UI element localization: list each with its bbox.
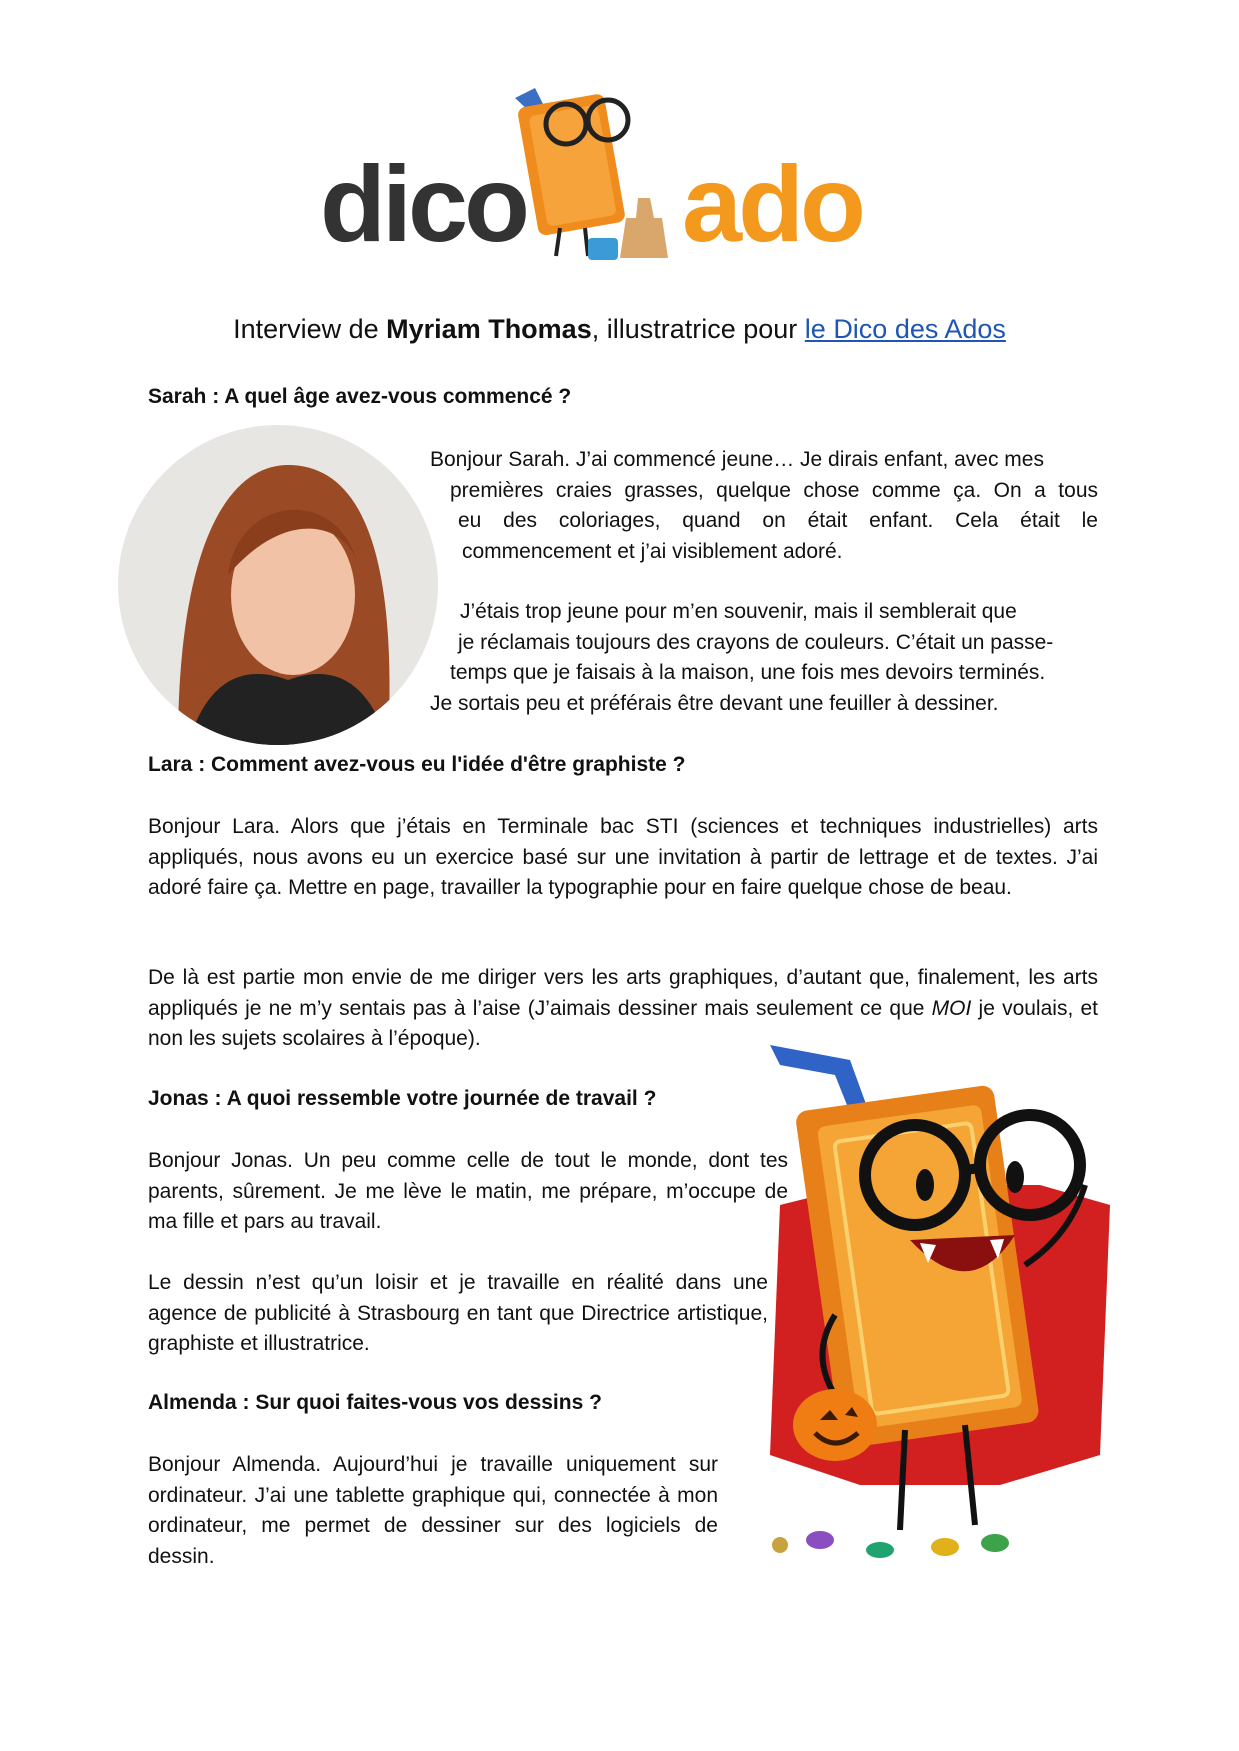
answer-text: je voulais, et non les sujets scolaires à l’époque). — [148, 996, 1098, 1050]
answer-emphasis: MOI — [931, 996, 972, 1020]
answer-jonas-2: Le dessin n’est qu’un loisir et je travaille en réalité dans une agence de publicité à Strasbourg en tant que Directrice artistique, graphiste et illustratrice. — [148, 1271, 768, 1355]
answer-sarah-1 — [430, 445, 1098, 567]
answer-line: Bonjour Sarah. J’ai commencé jeune… Je dirais enfant, avec mes — [430, 448, 1044, 471]
answer-line: J’étais trop jeune pour m’en souvenir, mais il semblerait que — [460, 600, 1017, 623]
answer-lara-1: Bonjour Lara. Alors que j’étais en Terminale bac STI (sciences et techniques industrielles) arts appliqués, nous avons eu un exercice basé sur une invitation à partir de lettrage et de textes. J’ai adoré faire ça. Mettre en page, travailler la typographie pour en faire quelque chose de beau. — [148, 815, 1098, 899]
answer-sarah-2 — [430, 597, 1098, 719]
answer-line: temps que je faisais à la maison, une fois mes devoirs terminés. — [450, 661, 1046, 684]
question-lara: Lara : Comment avez-vous eu l'idée d'être graphiste ? — [148, 753, 686, 776]
vampire-book-mascot — [740, 1035, 1120, 1575]
answer-line: eu des coloriages, quand on était enfant. Cela était le — [458, 509, 1098, 532]
answer-line: commencement et j’ai visiblement adoré. — [462, 539, 843, 563]
answer-jonas-1: Bonjour Jonas. Un peu comme celle de tout le monde, dont tes parents, sûrement. Je me lève le matin, me prépare, m’occupe de ma fille et pars au travail. — [148, 1149, 788, 1233]
question-jonas: Jonas : A quoi ressemble votre journée de travail ? — [148, 1087, 657, 1110]
page-title — [0, 314, 1239, 345]
interviewee-name: Myriam Thomas — [386, 314, 592, 344]
dico-des-ados-link[interactable]: le Dico des Ados — [804, 314, 1006, 344]
answer-almenda: Bonjour Almenda. Aujourd’hui je travaille uniquement sur ordinateur. J’ai une tablette graphique qui, connectée à mon ordinateur, me permet de dessiner sur des logiciels de dessin. — [148, 1453, 718, 1568]
title-prefix: Interview de — [233, 314, 387, 344]
vampire-book-icon — [740, 1035, 1120, 1575]
question-sarah: Sarah : A quel âge avez-vous commencé ? — [148, 385, 572, 408]
title-middle: , illustratrice pour — [591, 314, 805, 344]
portrait-photo — [118, 425, 438, 745]
answer-line: Je sortais peu et préférais être devant une feuiller à dessiner. — [430, 691, 999, 715]
logo-dico-text: dico — [320, 143, 527, 264]
dico-ado-logo — [320, 78, 920, 278]
answer-text: De là est partie mon envie de me diriger vers les arts graphiques, d’autant que, finalement, les arts appliqués je ne m’y sentais pas à l’aise (J’aimais dessiner mais seulement ce que — [148, 966, 1098, 1020]
logo-ado-text: ado — [682, 143, 863, 264]
question-almenda: Almenda : Sur quoi faites-vous vos dessins ? — [148, 1391, 602, 1414]
answer-line: je réclamais toujours des crayons de couleurs. C’était un passe- — [458, 630, 1054, 654]
answer-line: premières craies grasses, quelque chose comme ça. On a tous — [450, 478, 1098, 502]
